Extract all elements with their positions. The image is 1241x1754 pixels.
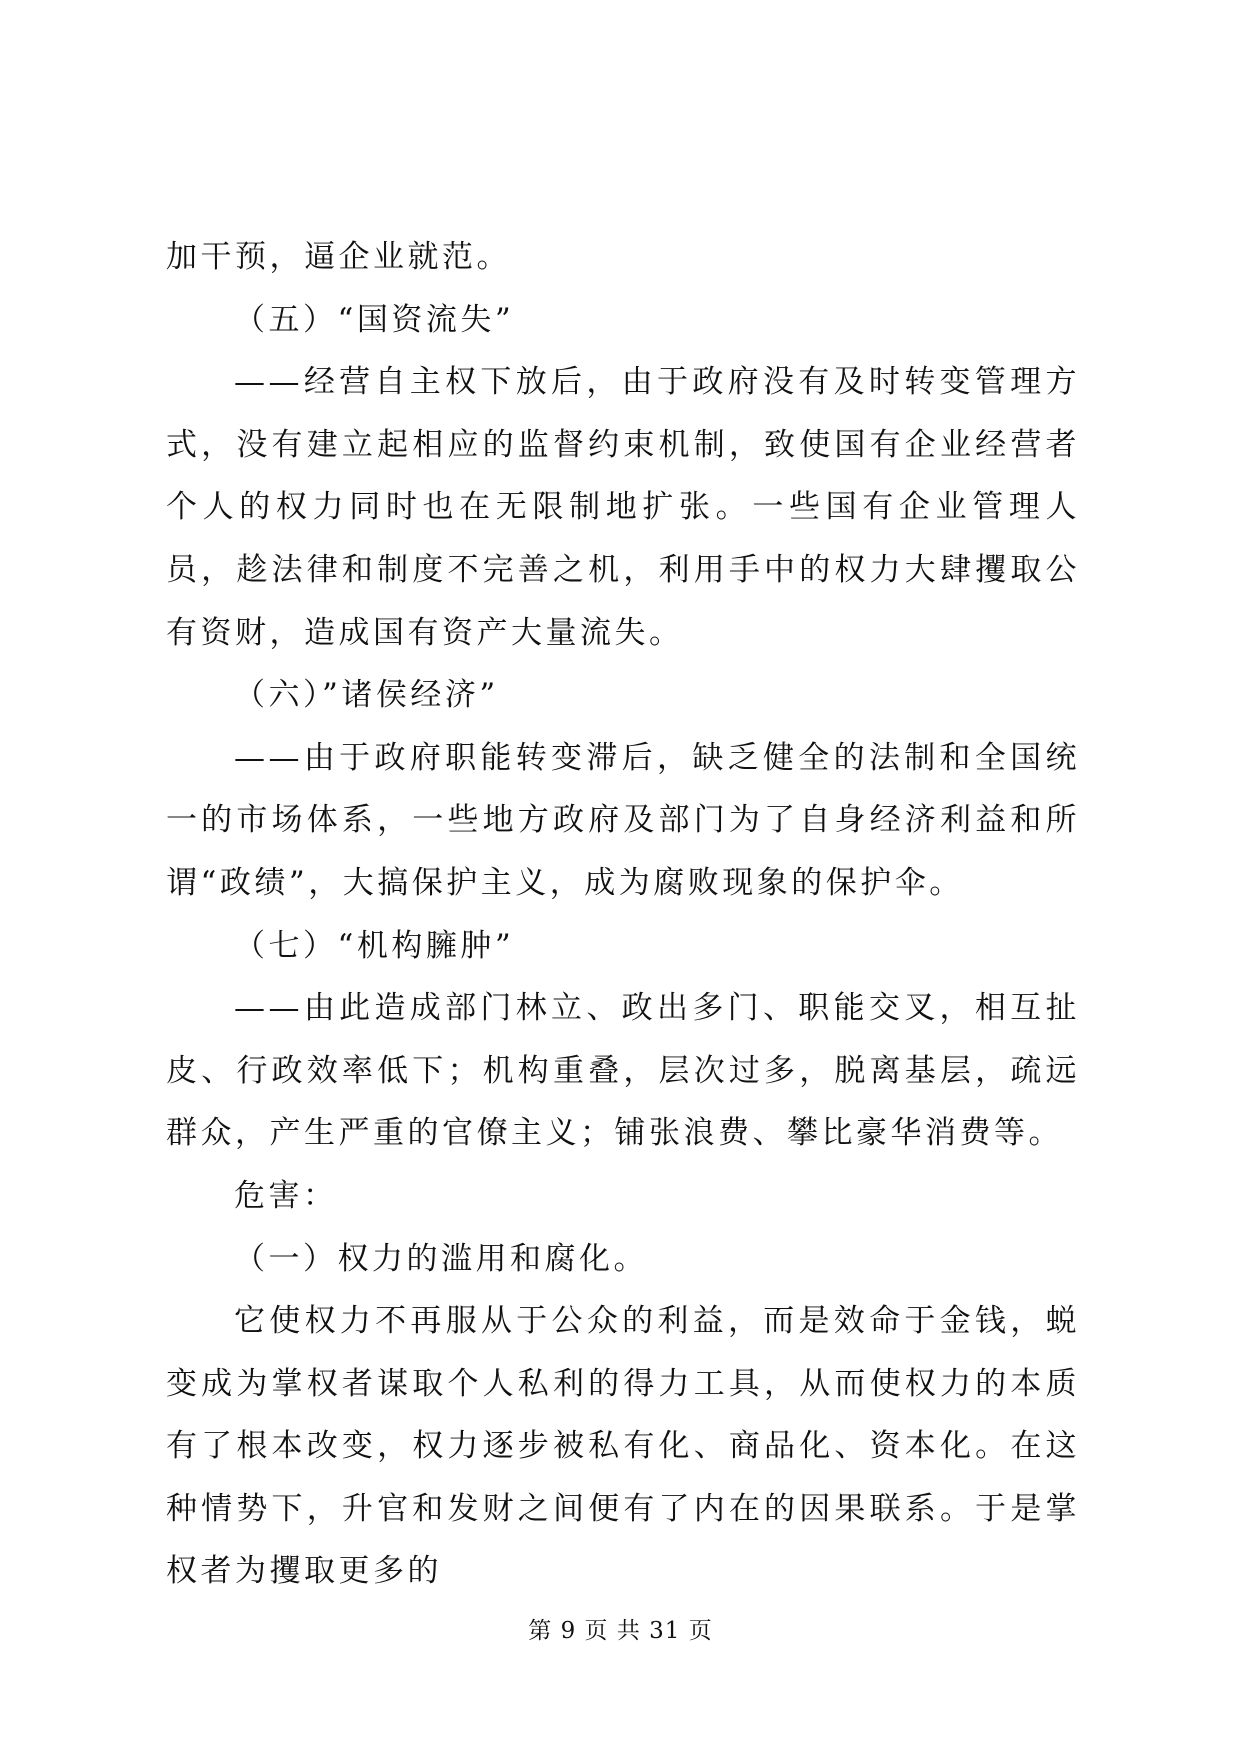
page-number-footer: 第 9 页 共 31 页	[528, 1618, 713, 1644]
heading-weihai: 危害：	[234, 1177, 338, 1214]
heading-jigou-yongzhong: （七）“机构臃肿”	[234, 927, 515, 964]
paragraph-guozi-liushi: ——经营自主权下放后，由于政府没有及时转变管理方式，没有建立起相应的监督约束机制，致使国有企业经营者个人的权力同时也在无限制地扩张。一些国有企业管理人员，趁法律和制度不完善之机，利用手中的权力大肆攫取公有资财，造成国有资产大量流失。	[166, 364, 1080, 651]
paragraph-quanli-lanyong: 它使权力不再服从于公众的利益，而是效命于金钱，蜕变成为掌权者谋取个人私利的得力工具，从而使权力的本质有了根本改变，权力逐步被私有化、商品化、资本化。在这种情势下，升官和发财之间便有了内在的因果联系。于是掌权者为攫取更多的	[166, 1303, 1080, 1590]
paragraph-jigou-yongzhong: ——由此造成部门林立、政出多门、职能交叉，相互扯皮、行政效率低下；机构重叠，层次过多，脱离基层，疏远群众，产生严重的官僚主义；铺张浪费、攀比豪华消费等。	[166, 990, 1080, 1152]
body-text	[166, 226, 1080, 1603]
paragraph-continuation: 加干预，逼企业就范。	[166, 239, 511, 275]
heading-quanli-lanyong: （一）权力的滥用和腐化。	[234, 1240, 648, 1277]
heading-zhuhou-jingji: （六）”诸侯经济”	[234, 677, 499, 714]
paragraph-zhuhou-jingji: ——由于政府职能转变滞后，缺乏健全的法制和全国统一的市场体系，一些地方政府及部门为了自身经济利益和所谓“政绩”，大搞保护主义，成为腐败现象的保护伞。	[166, 739, 1080, 901]
heading-guozi-liushi: （五）“国资流失”	[234, 301, 515, 338]
